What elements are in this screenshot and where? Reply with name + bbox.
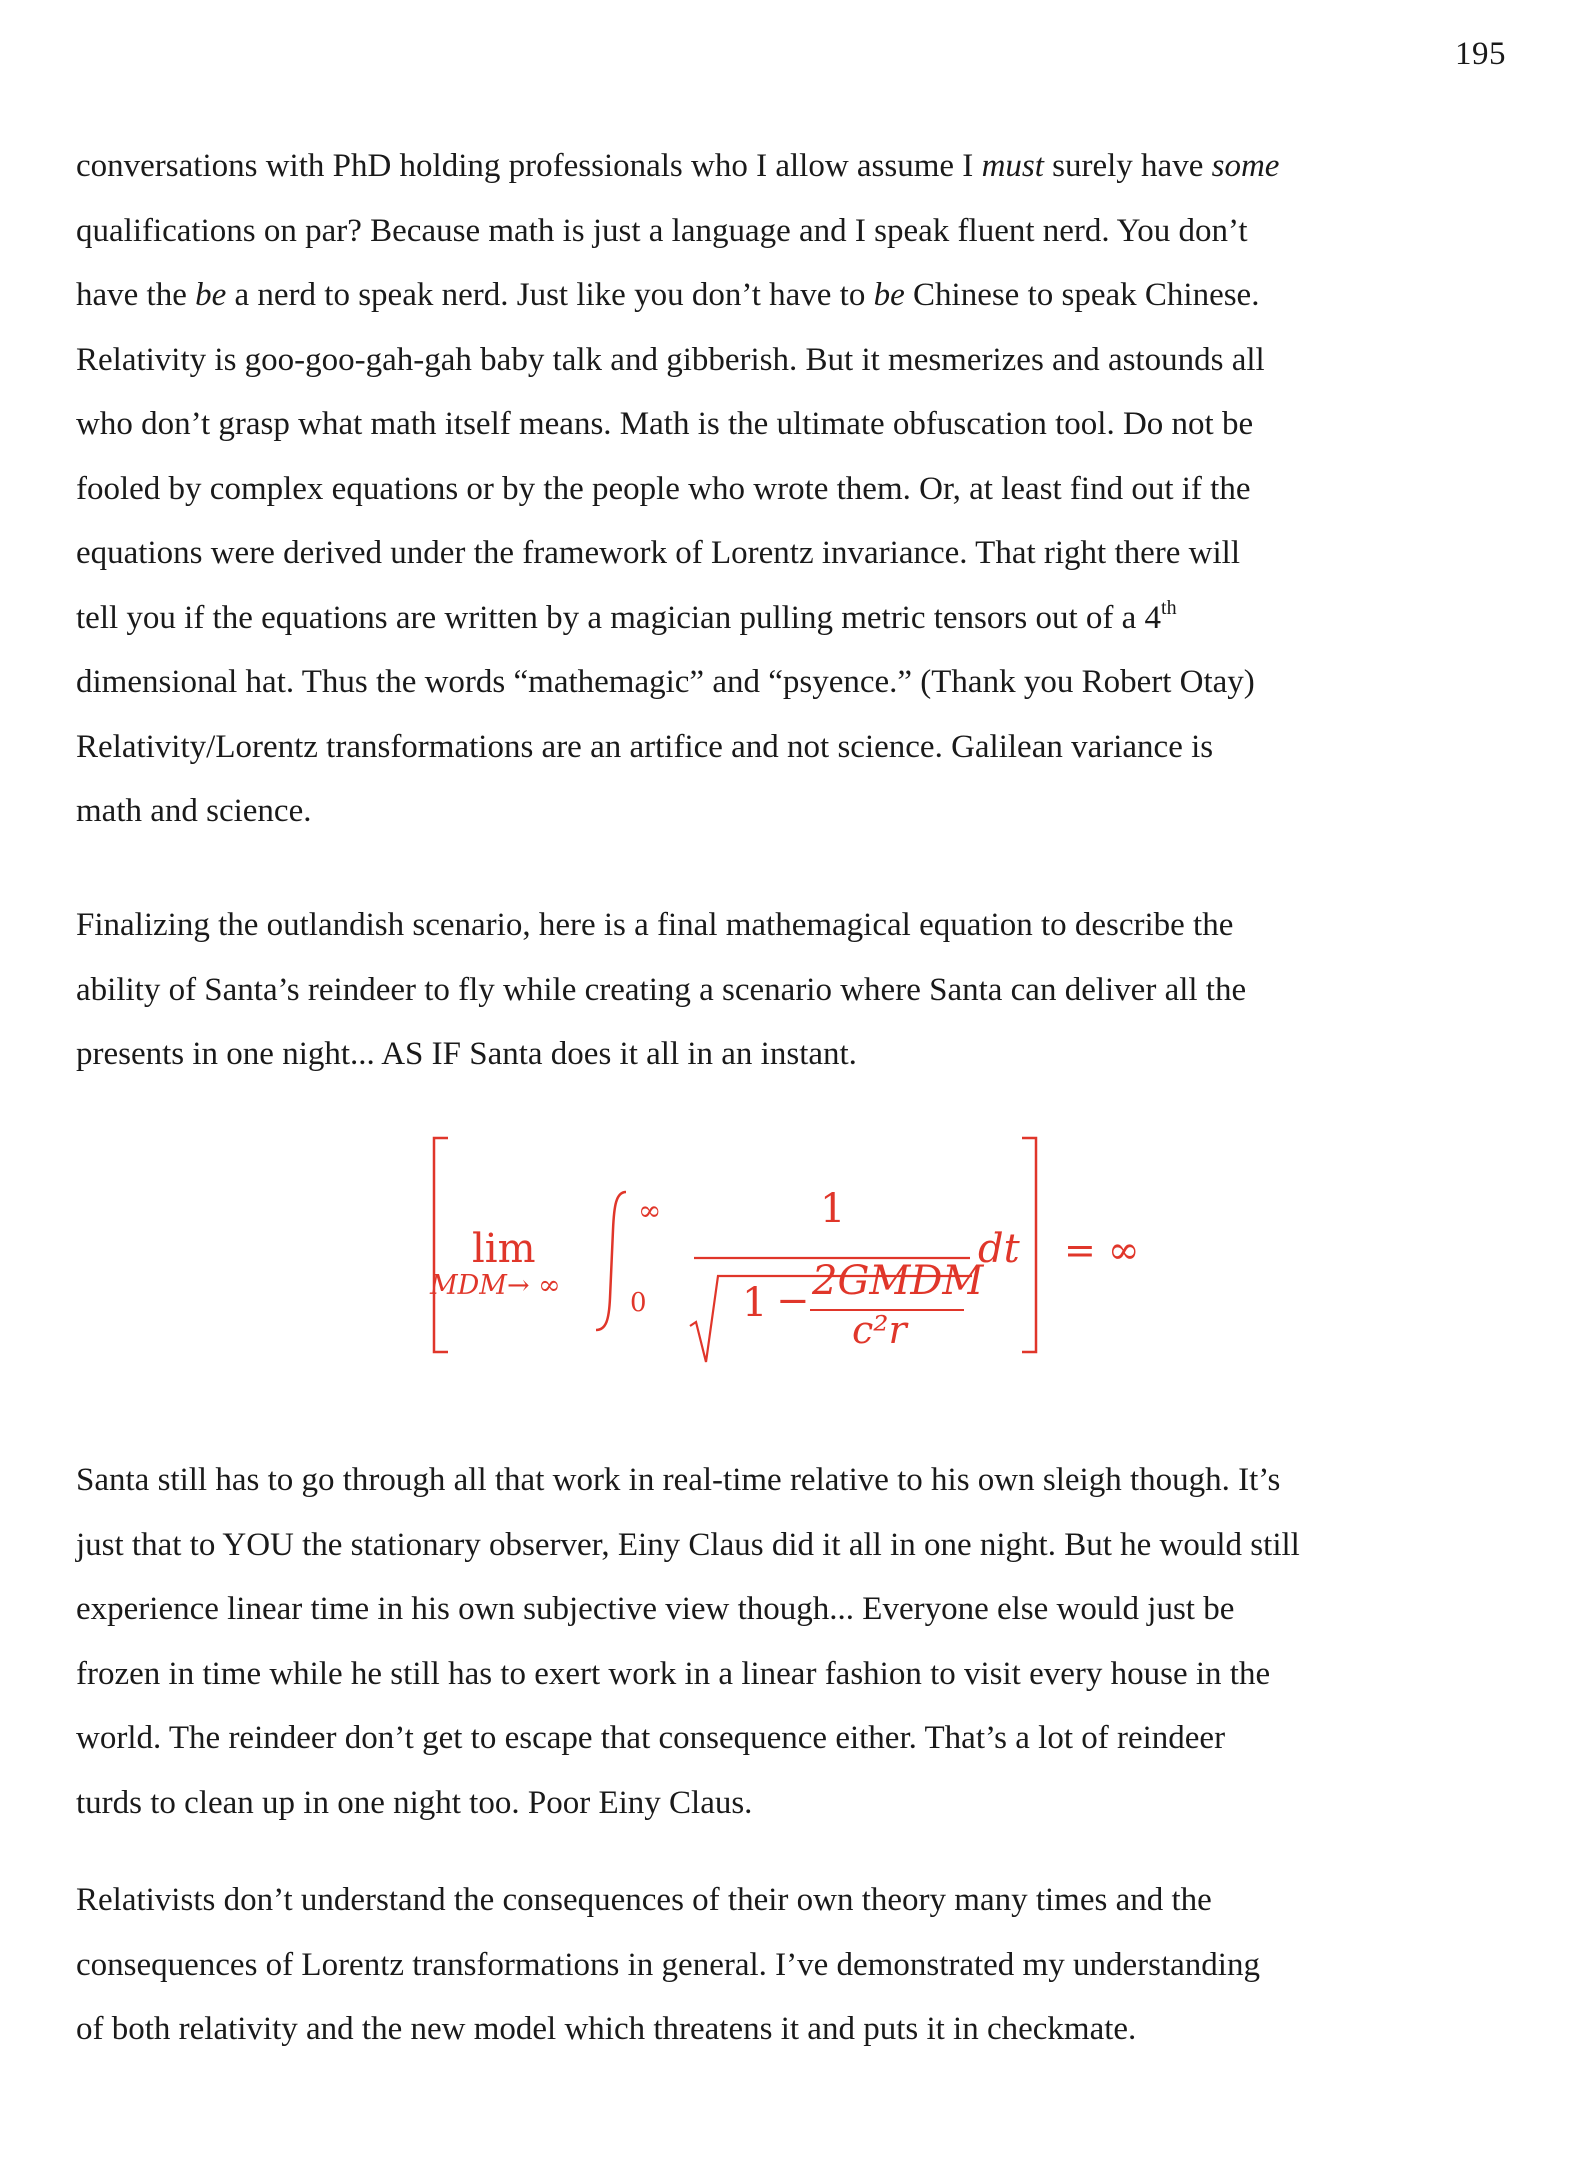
text-line: fooled by complex equations or by the people who wrote them. Or, at least find out if the bbox=[76, 470, 1251, 507]
text-line: consequences of Lorentz transformations in general. I’ve demonstrated my understanding bbox=[76, 1946, 1260, 1983]
text-line: just that to YOU the stationary observer, Einy Claus did it all in one night. But he would still bbox=[76, 1526, 1300, 1563]
text-line: experience linear time in his own subjective view though... Everyone else would just be bbox=[76, 1591, 1235, 1627]
text-line: tell you if the equations are written by a magician pulling metric tensors out of a 4th bbox=[76, 596, 1177, 636]
text-line: dimensional hat. Thus the words “mathemagic” and “psyence.” (Thank you Robert Otay) bbox=[76, 664, 1255, 700]
text-line: math and science. bbox=[76, 793, 312, 829]
text-line: frozen in time while he still has to exert work in a linear fashion to visit every house in the bbox=[76, 1655, 1271, 1692]
left-bracket bbox=[434, 1138, 448, 1352]
italic-text: some bbox=[1211, 148, 1280, 184]
equation bbox=[420, 1130, 1180, 1370]
equation-result: = ∞ bbox=[1064, 1228, 1140, 1272]
italic-text: be bbox=[873, 277, 905, 313]
text-line: Finalizing the outlandish scenario, here is a final mathemagical equation to describe the bbox=[76, 907, 1234, 943]
text-line: of both relativity and the new model which threatens it and puts it in checkmate. bbox=[76, 2011, 1137, 2047]
text-line: have the be a nerd to speak nerd. Just like you don’t have to be Chinese to speak Chinese. bbox=[76, 277, 1260, 313]
paragraph-1 bbox=[76, 134, 1516, 844]
text-line: Relativists don’t understand the consequences of their own theory many times and the bbox=[76, 1882, 1212, 1918]
inner-numerator: 2GMDM bbox=[812, 1258, 984, 1304]
text-line: turds to clean up in one night too. Poor Einy Claus. bbox=[76, 1784, 753, 1821]
text-line: world. The reindeer don’t get to escape that consequence either. That’s a lot of reindeer bbox=[76, 1720, 1226, 1756]
integral-upper-limit: ∞ bbox=[638, 1194, 662, 1227]
text-line: conversations with PhD holding professionals who I allow assume I must surely have some bbox=[76, 148, 1280, 184]
denominator-one: 1 bbox=[742, 1280, 768, 1326]
italic-text: must bbox=[981, 148, 1044, 184]
integral-lower-limit: 0 bbox=[630, 1288, 647, 1318]
text-line: qualifications on par? Because math is just a language and I speak fluent nerd. You don’t bbox=[76, 212, 1248, 249]
text-line: who don’t grasp what math itself means. Math is the ultimate obfuscation tool. Do not be bbox=[76, 406, 1254, 442]
text-line: equations were derived under the framework of Lorentz invariance. That right there will bbox=[76, 535, 1241, 571]
paragraph-3 bbox=[76, 1448, 1516, 1835]
inner-denominator: c²r bbox=[852, 1308, 907, 1352]
denominator-minus: − bbox=[776, 1278, 810, 1324]
text-line: Relativity is goo-goo-gah-gah baby talk and gibberish. But it mesmerizes and astounds all bbox=[76, 341, 1265, 378]
text-line: Relativity/Lorentz transformations are an artifice and not science. Galilean variance is bbox=[76, 728, 1214, 765]
lim-subscript: MDM→ ∞ bbox=[430, 1270, 561, 1301]
page-number: 195 bbox=[1455, 36, 1506, 72]
text-line: Santa still has to go through all that work in real-time relative to his own sleigh though. It’s bbox=[76, 1462, 1281, 1498]
paragraph-2 bbox=[76, 893, 1516, 1087]
differential: dt bbox=[978, 1226, 1020, 1272]
italic-text: be bbox=[195, 277, 227, 313]
integral-sign bbox=[596, 1192, 626, 1330]
paragraph-4 bbox=[76, 1868, 1516, 2062]
superscript-text: th bbox=[1161, 596, 1177, 619]
numerator: 1 bbox=[820, 1186, 846, 1232]
text-line: presents in one night... AS IF Santa does it all in an instant. bbox=[76, 1036, 857, 1072]
right-bracket bbox=[1022, 1138, 1036, 1352]
lim-operator: lim bbox=[472, 1226, 536, 1272]
text-line: ability of Santa’s reindeer to fly while creating a scenario where Santa can deliver all the bbox=[76, 971, 1247, 1008]
